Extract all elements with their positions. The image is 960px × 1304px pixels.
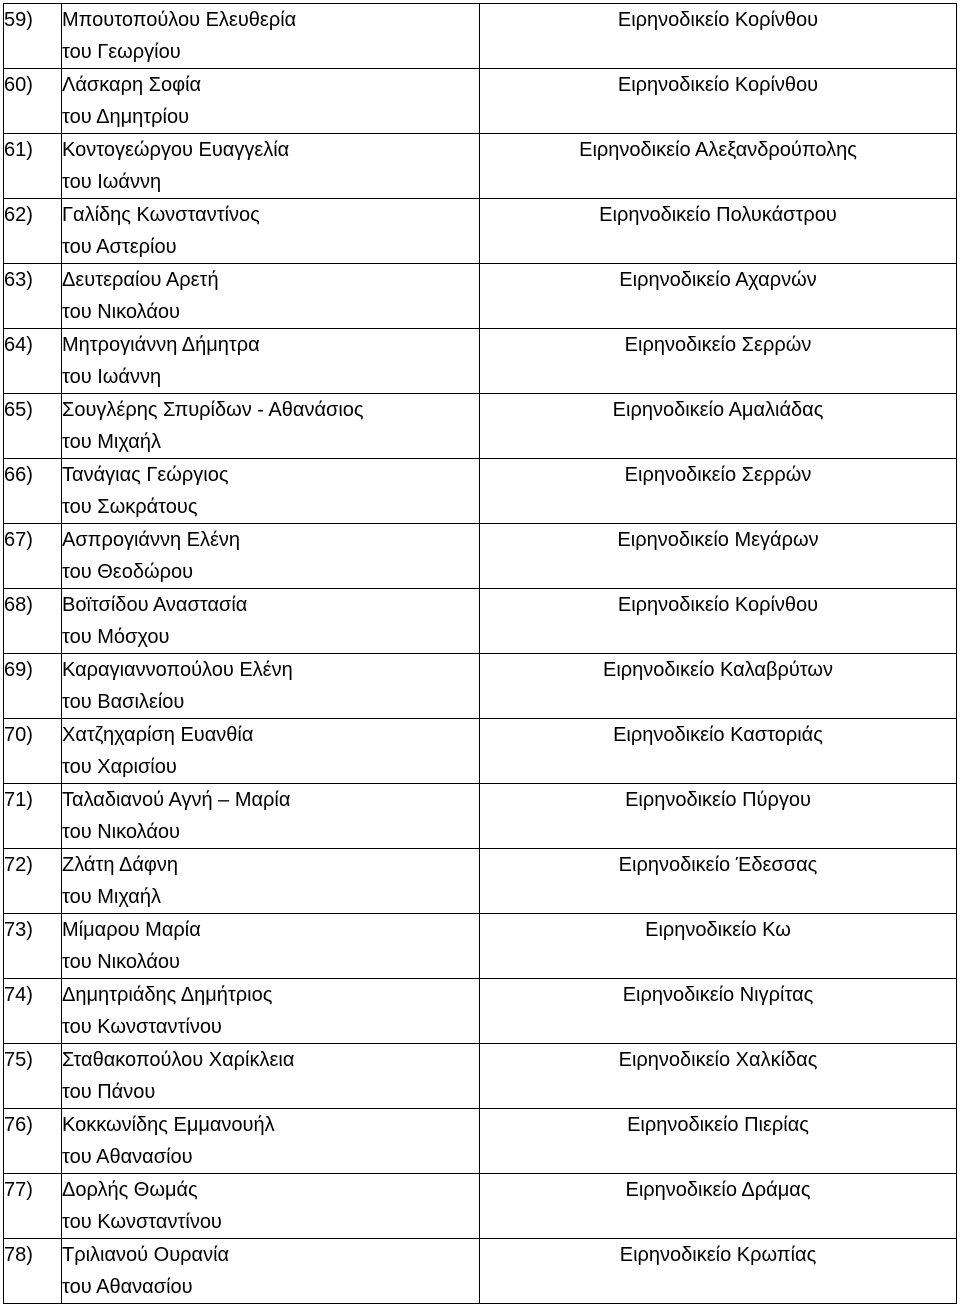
person-name: Δευτεραίου Αρετή: [62, 269, 219, 291]
court-cell: [480, 1239, 957, 1304]
father-name: του Γεωργίου: [62, 41, 181, 63]
father-name: του Ιωάννη: [62, 171, 162, 193]
row-number-text: 78): [4, 1244, 33, 1266]
court-cell: [480, 69, 957, 134]
table-row: [4, 784, 957, 849]
court-name: Ειρηνοδικείο Κω: [645, 919, 791, 941]
father-name: του Δημητρίου: [62, 106, 190, 128]
table-row: [4, 589, 957, 654]
table-row: [4, 1044, 957, 1109]
court-name: Ειρηνοδικείο Κορίνθου: [617, 9, 819, 31]
court-name: Ειρηνοδικείο Δράμας: [625, 1179, 811, 1201]
person-name: Βοϊτσίδου Αναστασία: [62, 594, 248, 616]
row-number: [4, 329, 62, 394]
court-cell: [480, 199, 957, 264]
person-name: Καραγιαννοπούλου Ελένη: [62, 659, 293, 681]
row-number-text: 61): [4, 139, 33, 161]
person-cell: [62, 589, 480, 654]
court-cell: [480, 1174, 957, 1239]
row-number-text: 62): [4, 204, 33, 226]
court-cell: [480, 1109, 957, 1174]
table-row: [4, 1109, 957, 1174]
row-number: [4, 199, 62, 264]
row-number-text: 66): [4, 464, 33, 486]
row-number-text: 68): [4, 594, 33, 616]
court-cell: [480, 979, 957, 1044]
table-row: [4, 1174, 957, 1239]
row-number: [4, 784, 62, 849]
person-name: Σταθακοπούλου Χαρίκλεια: [62, 1049, 295, 1071]
table-row: [4, 134, 957, 199]
court-cell: [480, 784, 957, 849]
person-cell: [62, 1109, 480, 1174]
court-cell: [480, 914, 957, 979]
table-row: [4, 199, 957, 264]
father-name: του Σωκράτους: [62, 496, 198, 518]
court-cell: [480, 1044, 957, 1109]
row-number-text: 67): [4, 529, 33, 551]
row-number: [4, 524, 62, 589]
father-name: του Βασιλείου: [62, 691, 185, 713]
row-number-text: 74): [4, 984, 33, 1006]
court-cell: [480, 394, 957, 459]
father-name: του Πάνου: [62, 1081, 156, 1103]
court-cell: [480, 459, 957, 524]
person-name: Μπουτοπούλου Ελευθερία: [62, 9, 297, 31]
court-name: Ειρηνοδικείο Νιγρίτας: [622, 984, 814, 1006]
person-cell: [62, 134, 480, 199]
person-cell: [62, 784, 480, 849]
table-body: [4, 4, 957, 1304]
father-name: του Αθανασίου: [62, 1146, 193, 1168]
row-number-text: 76): [4, 1114, 33, 1136]
row-number-text: 64): [4, 334, 33, 356]
row-number: [4, 849, 62, 914]
court-cell: [480, 719, 957, 784]
table-row: [4, 4, 957, 69]
court-name: Ειρηνοδικείο Σερρών: [624, 334, 812, 356]
person-name: Τανάγιας Γεώργιος: [62, 464, 229, 486]
row-number: [4, 1174, 62, 1239]
row-number: [4, 4, 62, 69]
table-row: [4, 394, 957, 459]
person-cell: [62, 1239, 480, 1304]
table-row: [4, 914, 957, 979]
row-number: [4, 589, 62, 654]
court-name: Ειρηνοδικείο Αμαλιάδας: [612, 399, 824, 421]
person-cell: [62, 849, 480, 914]
person-cell: [62, 524, 480, 589]
person-cell: [62, 4, 480, 69]
row-number-text: 63): [4, 269, 33, 291]
row-number: [4, 1239, 62, 1304]
father-name: του Αστερίου: [62, 236, 177, 258]
row-number: [4, 719, 62, 784]
table-row: [4, 524, 957, 589]
row-number: [4, 979, 62, 1044]
person-name: Ταλαδιανού Αγνή – Μαρία: [62, 789, 291, 811]
table-row: [4, 979, 957, 1044]
row-number-text: 69): [4, 659, 33, 681]
row-number: [4, 394, 62, 459]
table-row: [4, 329, 957, 394]
person-cell: [62, 719, 480, 784]
person-name: Μίμαρου Μαρία: [62, 919, 201, 941]
court-cell: [480, 524, 957, 589]
father-name: του Ιωάννη: [62, 366, 162, 388]
row-number: [4, 459, 62, 524]
row-number-text: 65): [4, 399, 33, 421]
table-row: [4, 654, 957, 719]
person-name: Γαλίδης Κωνσταντίνος: [62, 204, 260, 226]
father-name: του Θεοδώρου: [62, 561, 194, 583]
row-number: [4, 1109, 62, 1174]
person-cell: [62, 914, 480, 979]
father-name: του Κωνσταντίνου: [62, 1211, 222, 1233]
person-cell: [62, 264, 480, 329]
court-name: Ειρηνοδικείο Καστοριάς: [613, 724, 823, 746]
row-number: [4, 134, 62, 199]
row-number-text: 71): [4, 789, 33, 811]
person-name: Σουγλέρης Σπυρίδων - Αθανάσιος: [62, 399, 364, 421]
person-name: Κοκκωνίδης Εμμανουήλ: [62, 1114, 275, 1136]
row-number-text: 72): [4, 854, 33, 876]
father-name: του Νικολάου: [62, 821, 180, 843]
row-number-text: 73): [4, 919, 33, 941]
court-name: Ειρηνοδικείο Αλεξανδρούπολης: [579, 139, 857, 161]
father-name: του Μόσχου: [62, 626, 170, 648]
court-name: Ειρηνοδικείο Κορίνθου: [617, 74, 819, 96]
court-name: Ειρηνοδικείο Έδεσσας: [618, 854, 818, 876]
person-cell: [62, 69, 480, 134]
person-cell: [62, 1174, 480, 1239]
father-name: του Μιχαήλ: [62, 431, 161, 453]
row-number-text: 59): [4, 9, 33, 31]
father-name: του Κωνσταντίνου: [62, 1016, 222, 1038]
person-cell: [62, 979, 480, 1044]
row-number: [4, 914, 62, 979]
person-cell: [62, 1044, 480, 1109]
row-number: [4, 654, 62, 719]
row-number-text: 70): [4, 724, 33, 746]
father-name: του Χαρισίου: [62, 756, 177, 778]
appointments-table: [3, 3, 957, 1304]
father-name: του Μιχαήλ: [62, 886, 161, 908]
person-cell: [62, 329, 480, 394]
person-name: Μητρογιάννη Δήμητρα: [62, 334, 260, 356]
person-name: Λάσκαρη Σοφία: [62, 74, 202, 96]
court-name: Ειρηνοδικείο Πύργου: [625, 789, 811, 811]
person-name: Ασπρογιάννη Ελένη: [62, 529, 241, 551]
court-name: Ειρηνοδικείο Αχαρνών: [619, 269, 817, 291]
court-cell: [480, 849, 957, 914]
table-row: [4, 719, 957, 784]
row-number-text: 77): [4, 1179, 33, 1201]
court-name: Ειρηνοδικείο Πιερίας: [627, 1114, 809, 1136]
court-name: Ειρηνοδικείο Κορίνθου: [617, 594, 819, 616]
person-name: Δημητριάδης Δημήτριος: [62, 984, 273, 1006]
row-number-text: 60): [4, 74, 33, 96]
court-name: Ειρηνοδικείο Σερρών: [624, 464, 812, 486]
court-cell: [480, 589, 957, 654]
person-cell: [62, 394, 480, 459]
court-cell: [480, 329, 957, 394]
father-name: του Νικολάου: [62, 301, 180, 323]
row-number: [4, 264, 62, 329]
person-name: Κοντογεώργου Ευαγγελία: [62, 139, 290, 161]
row-number-text: 75): [4, 1049, 33, 1071]
father-name: του Νικολάου: [62, 951, 180, 973]
table-row: [4, 459, 957, 524]
person-cell: [62, 654, 480, 719]
father-name: του Αθανασίου: [62, 1276, 193, 1298]
row-number: [4, 1044, 62, 1109]
court-cell: [480, 4, 957, 69]
court-name: Ειρηνοδικείο Πολυκάστρου: [599, 204, 837, 226]
court-name: Ειρηνοδικείο Καλαβρύτων: [603, 659, 833, 681]
person-name: Χατζηχαρίση Ευανθία: [62, 724, 254, 746]
row-number: [4, 69, 62, 134]
table-row: [4, 1239, 957, 1304]
person-name: Τριλιανού Ουρανία: [62, 1244, 230, 1266]
court-cell: [480, 134, 957, 199]
table-row: [4, 264, 957, 329]
court-name: Ειρηνοδικείο Χαλκίδας: [618, 1049, 818, 1071]
court-cell: [480, 654, 957, 719]
table-row: [4, 849, 957, 914]
court-name: Ειρηνοδικείο Μεγάρων: [617, 529, 819, 551]
court-cell: [480, 264, 957, 329]
person-name: Δορλής Θωμάς: [62, 1179, 198, 1201]
person-name: Ζλάτη Δάφνη: [62, 854, 178, 876]
court-name: Ειρηνοδικείο Κρωπίας: [619, 1244, 817, 1266]
table-row: [4, 69, 957, 134]
person-cell: [62, 199, 480, 264]
person-cell: [62, 459, 480, 524]
